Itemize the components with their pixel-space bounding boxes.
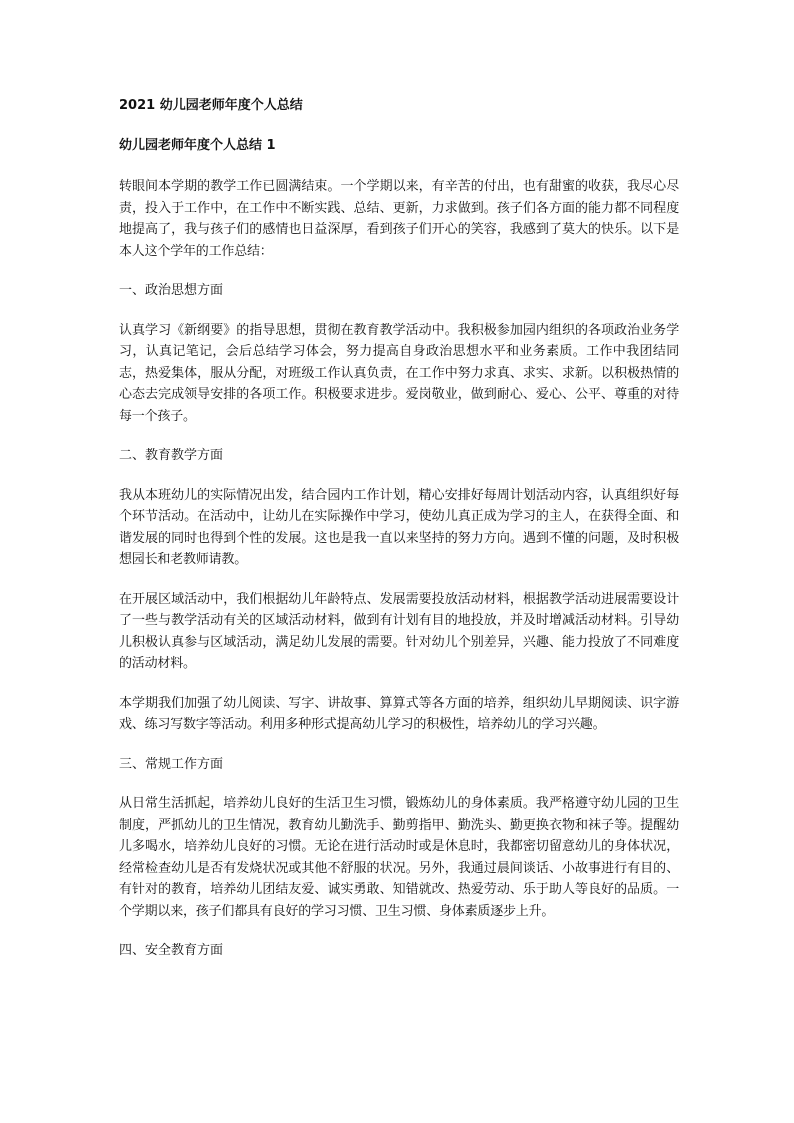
section-paragraph: 认真学习《新纲要》的指导思想，贯彻在教育教学活动中。我积极参加园内组织的各项政治业务学习，认真记笔记，会后总结学习体会，努力提高自身政治思想水平和业务素质。工作中我团结同志，热爱集体，服从分配，对班级工作认真负责，在工作中努力求真、求实、求新。以积极热情的心态去完成领导安排的各项工作。积极要求进步。爱岗敬业，做到耐心、爱心、公平、尊重的对待每一个孩子。 — [119, 322, 679, 424]
intro-paragraph: 转眼间本学期的教学工作已圆满结束。一个学期以来，有辛苦的付出，也有甜蜜的收获，我尽心尽责，投入于工作中，在工作中不断实践、总结、更新，力求做到。孩子们各方面的能力都不同程度地提高了，我与孩子们的感情也日益深厚，看到孩子们开心的笑容，我感到了莫大的快乐。以下是本人这个学年的工作总结： — [119, 179, 679, 259]
section-paragraph: 在开展区域活动中，我们根据幼儿年龄特点、发展需要投放活动材料，根据教学活动进展需要设计了一些与教学活动有关的区域活动材料，做到有计划有目的地投放，并及时增减活动材料。引导幼儿积极认真参与区域活动，满足幼儿发展的需要。针对幼儿个别差异，兴趣、能力投放了不同难度的活动材料。 — [119, 591, 679, 671]
section-paragraph: 我从本班幼儿的实际情况出发，结合园内工作计划，精心安排好每周计划活动内容，认真组织好每个环节活动。在活动中，让幼儿在实际操作中学习，使幼儿真正成为学习的主人，在获得全面、和谐发展的同时也得到个性的发展。这也是我一直以来坚持的努力方向。遇到不懂的问题，及时积极想园长和老教师请教。 — [119, 487, 679, 567]
document-subtitle: 幼儿园老师年度个人总结 1 — [119, 138, 276, 153]
section-heading-political: 一、政治思想方面 — [119, 283, 224, 298]
document-title: 2021 幼儿园老师年度个人总结 — [119, 98, 303, 113]
section-paragraph: 从日常生活抓起，培养幼儿良好的生活卫生习惯，锻炼幼儿的身体素质。我严格遵守幼儿园的卫生制度，严抓幼儿的卫生情况，教育幼儿勤洗手、勤剪指甲、勤洗头、勤更换衣物和袜子等。提醒幼儿多喝水，培养幼儿良好的习惯。无论在进行活动时或是休息时，我都密切留意幼儿的身体状况，经常检查幼儿是否有发烧状况或其他不舒服的状况。另外，我通过晨间谈话、小故事进行有目的、有针对的教育，培养幼儿团结友爱、诚实勇敢、知错就改、热爱劳动、乐于助人等良好的品质。一个学期以来，孩子们都具有良好的学习习惯、卫生习惯、身体素质逐步上升。 — [119, 796, 679, 919]
section-heading-safety: 四、安全教育方面 — [119, 943, 224, 958]
section-heading-routine: 三、常规工作方面 — [119, 756, 224, 772]
document-content — [119, 96, 679, 980]
section-paragraph: 本学期我们加强了幼儿阅读、写字、讲故事、算算式等各方面的培养，组织幼儿早期阅读、识字游戏、练习写数字等活动。利用多种形式提高幼儿学习的积极性，培养幼儿的学习兴趣。 — [119, 695, 679, 732]
section-heading-teaching: 二、教育教学方面 — [119, 448, 224, 463]
